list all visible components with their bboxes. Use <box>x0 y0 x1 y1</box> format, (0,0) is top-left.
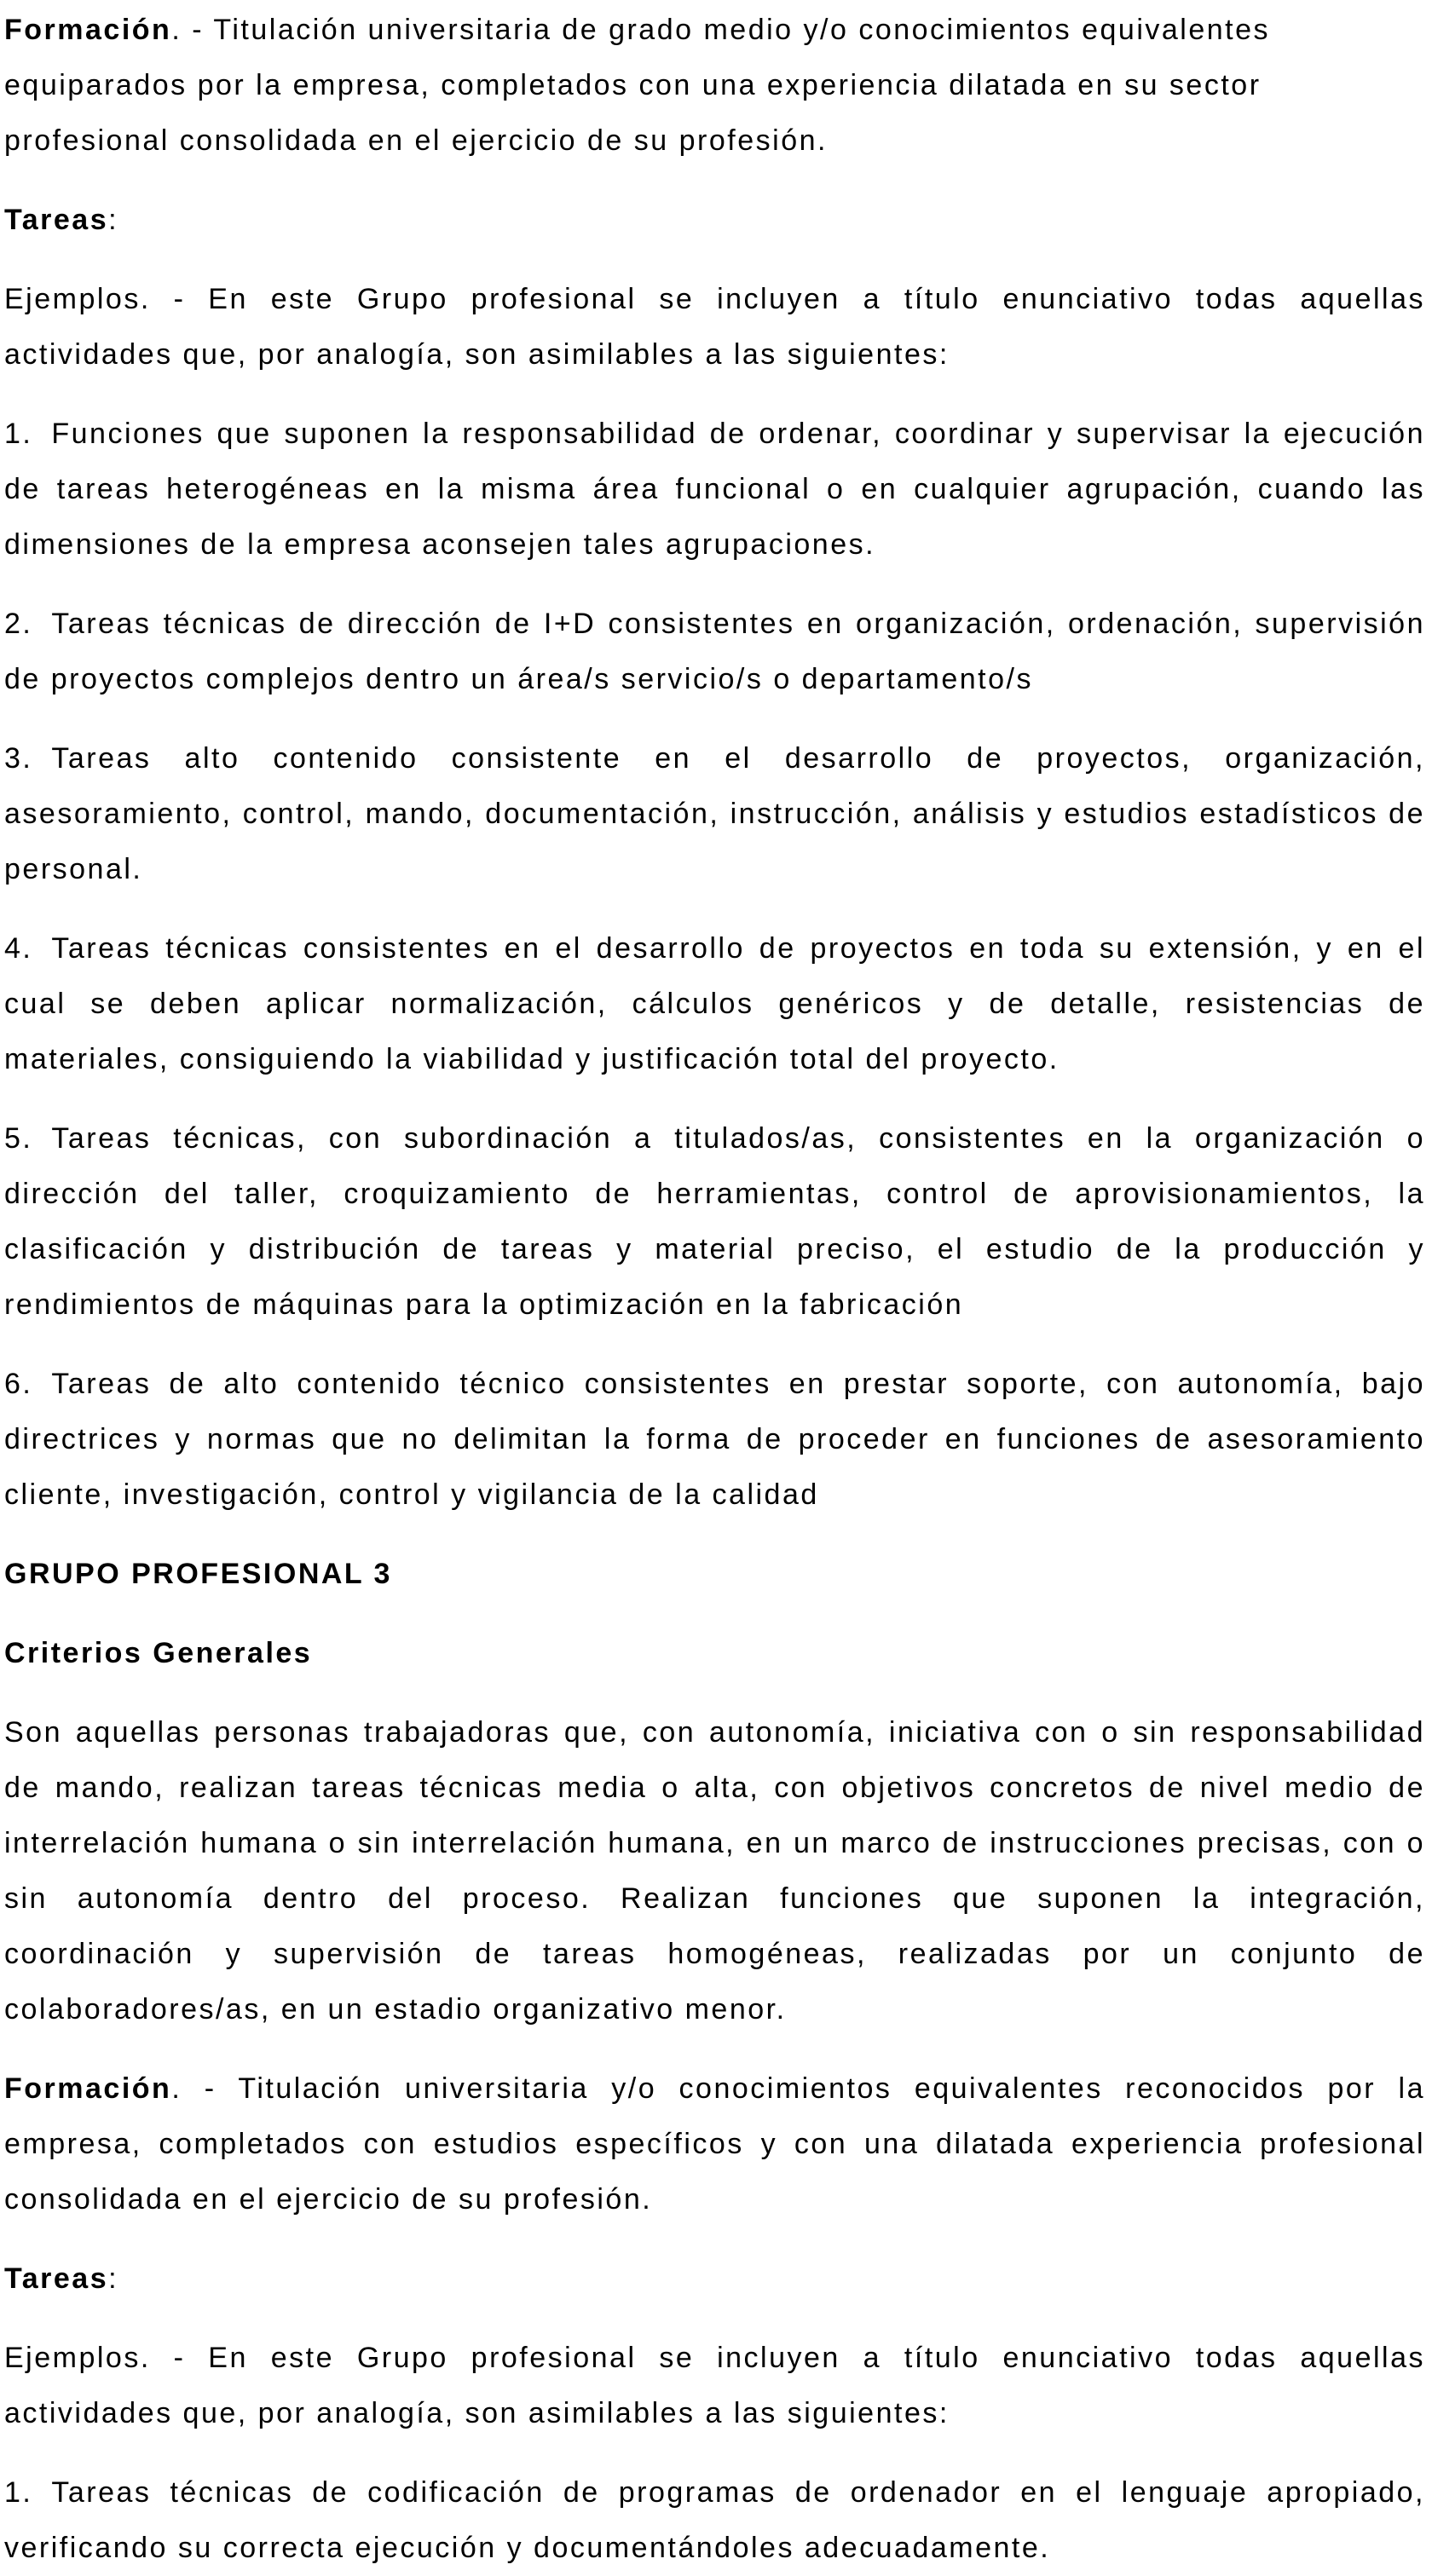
paragraph <box>4 1705 1425 2037</box>
paragraph-bold-lead: Formación <box>4 2072 172 2105</box>
section-heading <box>4 193 1425 248</box>
numbered-list-item <box>4 596 1425 707</box>
list-item-number: 5. <box>4 1122 33 1155</box>
heading-suffix: : <box>108 2262 119 2295</box>
paragraph-bold-lead: Formación <box>4 14 172 46</box>
heading-bold-text: Tareas <box>4 204 109 236</box>
paragraph-text: Ejemplos. - En este Grupo profesional se incluyen a título enunciativo todas aquellas actividades que, por analogía, son asimilables a las siguientes: <box>4 2342 1425 2429</box>
list-item-number: 4. <box>4 932 33 965</box>
heading-suffix: : <box>108 204 119 236</box>
list-item-number: 2. <box>4 608 33 640</box>
heading-bold-text: Tareas <box>4 2262 109 2295</box>
list-item-text: Tareas técnicas de dirección de I+D consistentes en organización, ordenación, supervisión de proyectos complejos dentro un área/s servicio/s o departamento/s <box>4 608 1425 695</box>
paragraph-text: . - Titulación universitaria y/o conocimientos equivalentes reconocidos por la empresa, completados con estudios específicos y con una dilatada experiencia profesional consolidada en el ejercicio de su profesión. <box>4 2072 1425 2216</box>
paragraph <box>4 2061 1425 2227</box>
list-item-text: Tareas alto contenido consistente en el desarrollo de proyectos, organización, asesoramiento, control, mando, documentación, instrucción, análisis y estudios estadísticos de personal. <box>4 742 1425 885</box>
list-item-number: 6. <box>4 1368 33 1400</box>
list-item-text: Tareas técnicas de codificación de programas de ordenador en el lenguaje apropiado, verificando su correcta ejecución y documentándoles adecuadamente. <box>4 2476 1425 2564</box>
numbered-list-item <box>4 921 1425 1087</box>
list-item-number: 1. <box>4 2476 33 2509</box>
list-item-text: Tareas técnicas consistentes en el desarrollo de proyectos en toda su extensión, y en el cual se deben aplicar normalización, cálculos genéricos y de detalle, resistencias de materiales, consiguiendo la viabilidad y justificación total del proyecto. <box>4 932 1425 1075</box>
paragraph <box>4 272 1425 383</box>
list-item-number: 1. <box>4 418 33 450</box>
numbered-list-item <box>4 2465 1425 2576</box>
list-item-text: Tareas de alto contenido técnico consistentes en prestar soporte, con autonomía, bajo directrices y normas que no delimitan la forma de proceder en funciones de asesoramiento cliente, investigación, control y vigilancia de la calidad <box>4 1368 1425 1511</box>
numbered-list-item <box>4 1357 1425 1523</box>
numbered-list-item <box>4 731 1425 897</box>
section-heading <box>4 2251 1425 2307</box>
paragraph-text: Son aquellas personas trabajadoras que, con autonomía, iniciativa con o sin responsabilidad de mando, realizan tareas técnicas media o alta, con objetivos concretos de nivel medio de interrelación humana o sin interrelación humana, en un marco de instrucciones precisas, con o sin autonomía dentro del proceso. Realizan funciones que suponen la integración, coordinación y supervisión de tareas homogéneas, realizadas por un conjunto de colaboradores/as, en un estadio organizativo menor. <box>4 1716 1425 2026</box>
paragraph <box>4 3 1425 169</box>
paragraph-text: . - Titulación universitaria de grado medio y/o conocimientos equivalentes equiparados por la empresa, completados con una experiencia dilatada en su sector profesional consolidada en el ejercicio de su profesión. <box>4 14 1271 157</box>
heading-bold-text: Criterios Generales <box>4 1637 313 1669</box>
numbered-list-item <box>4 406 1425 573</box>
numbered-list-item <box>4 1111 1425 1333</box>
list-item-text: Funciones que suponen la responsabilidad de ordenar, coordinar y supervisar la ejecución de tareas heterogéneas en la misma área funcional o en cualquier agrupación, cuando las dimensiones de la empresa aconsejen tales agrupaciones. <box>4 418 1425 561</box>
paragraph-text: Ejemplos. - En este Grupo profesional se incluyen a título enunciativo todas aquellas actividades que, por analogía, son asimilables a las siguientes: <box>4 283 1425 371</box>
section-heading <box>4 1547 1425 1602</box>
list-item-text: Tareas técnicas, con subordinación a titulados/as, consistentes en la organización o dirección del taller, croquizamiento de herramientas, control de aprovisionamientos, la clasificación y distribución de tareas y material preciso, el estudio de la producción y rendimientos de máquinas para la optimización en la fabricación <box>4 1122 1425 1321</box>
list-item-number: 3. <box>4 742 33 775</box>
paragraph <box>4 2331 1425 2441</box>
section-heading <box>4 1626 1425 1681</box>
heading-bold-text: GRUPO PROFESIONAL 3 <box>4 1558 392 1590</box>
